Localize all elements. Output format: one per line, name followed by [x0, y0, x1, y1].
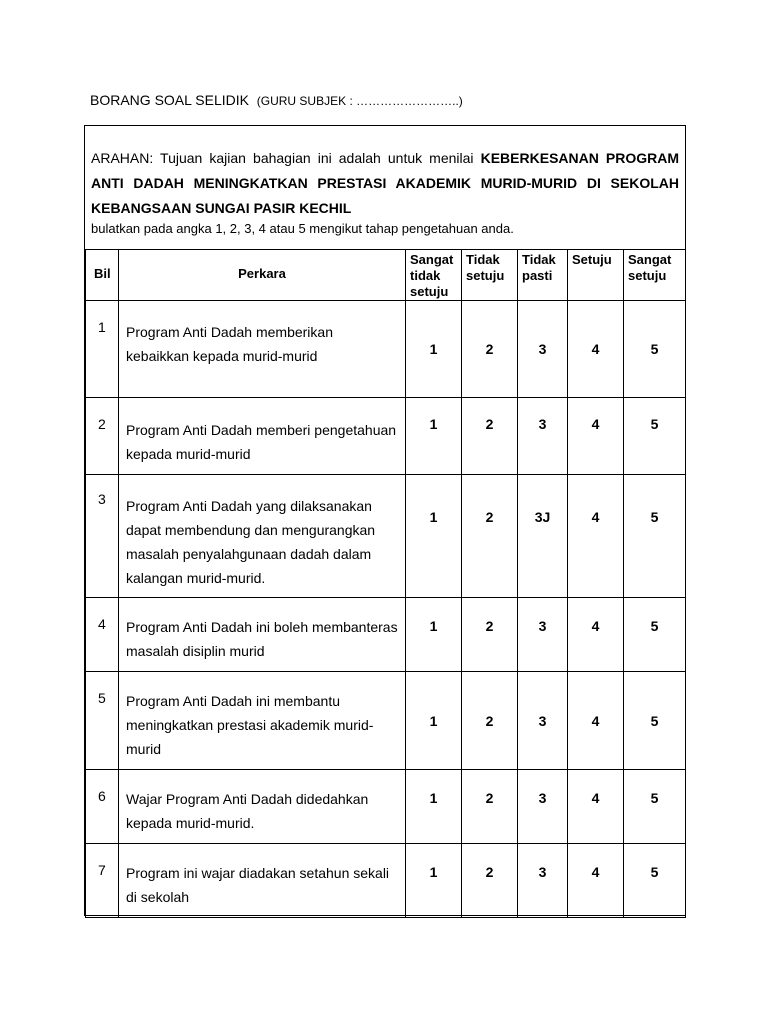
rating-option[interactable]: 5 — [624, 598, 686, 672]
rating-option[interactable]: 3 — [518, 770, 568, 844]
table-row — [86, 770, 686, 844]
row-number: 2 — [86, 398, 119, 475]
rating-option[interactable]: 1 — [406, 844, 462, 918]
rating-option[interactable]: 4 — [568, 844, 624, 918]
header-scale-3: Tidak pasti — [518, 250, 568, 301]
rating-option[interactable]: 4 — [568, 398, 624, 475]
header-scale-4: Setuju — [568, 250, 624, 301]
header-perkara: Perkara — [119, 250, 406, 301]
header-scale-2: Tidak setuju — [462, 250, 518, 301]
table-row — [86, 844, 686, 918]
rating-option[interactable]: 2 — [462, 672, 518, 770]
rating-option[interactable]: 1 — [406, 475, 462, 598]
rating-option[interactable]: 1 — [406, 770, 462, 844]
survey-table — [85, 249, 686, 918]
table-row — [86, 475, 686, 598]
rating-option[interactable]: 1 — [406, 672, 462, 770]
header-scale-5: Sangat setuju — [624, 250, 686, 301]
row-number: 3 — [86, 475, 119, 598]
rating-option[interactable]: 2 — [462, 844, 518, 918]
rating-option[interactable]: 4 — [568, 475, 624, 598]
row-statement: Program Anti Dadah memberikan kebaikkan kepada murid-murid — [119, 301, 406, 398]
row-number: 7 — [86, 844, 119, 918]
questionnaire-box — [84, 125, 686, 916]
rating-option[interactable]: 5 — [624, 301, 686, 398]
rating-option[interactable]: 1 — [406, 598, 462, 672]
rating-option[interactable]: 2 — [462, 770, 518, 844]
rating-option[interactable]: 2 — [462, 475, 518, 598]
header-bil: Bil — [86, 250, 119, 301]
table-row — [86, 672, 686, 770]
rating-option[interactable]: 2 — [462, 598, 518, 672]
form-title-text: BORANG SOAL SELIDIK — [90, 92, 249, 108]
rating-option[interactable]: 4 — [568, 770, 624, 844]
instructions-note: bulatkan pada angka 1, 2, 3, 4 atau 5 mengikut tahap pengetahuan anda. — [91, 221, 514, 236]
rating-option[interactable]: 3 — [518, 301, 568, 398]
rating-option[interactable]: 3J — [518, 475, 568, 598]
row-number: 5 — [86, 672, 119, 770]
rating-option[interactable]: 5 — [624, 398, 686, 475]
instructions-label: ARAHAN: — [91, 150, 154, 166]
table-row — [86, 398, 686, 475]
rating-option[interactable]: 5 — [624, 475, 686, 598]
row-statement: Program Anti Dadah memberi pengetahuan kepada murid-murid — [119, 398, 406, 475]
form-title — [90, 92, 463, 108]
rating-option[interactable]: 3 — [518, 844, 568, 918]
instructions — [91, 146, 679, 221]
rating-option[interactable]: 5 — [624, 844, 686, 918]
rating-option[interactable]: 4 — [568, 301, 624, 398]
rating-option[interactable]: 3 — [518, 398, 568, 475]
table-row — [86, 598, 686, 672]
row-number: 4 — [86, 598, 119, 672]
row-statement: Wajar Program Anti Dadah didedahkan kepada murid-murid. — [119, 770, 406, 844]
row-statement: Program Anti Dadah ini membantu meningkatkan prestasi akademik murid-murid — [119, 672, 406, 770]
rating-option[interactable]: 3 — [518, 672, 568, 770]
form-subtitle: (GURU SUBJEK : ……………………..) — [256, 94, 463, 108]
row-number: 1 — [86, 301, 119, 398]
rating-option[interactable]: 5 — [624, 672, 686, 770]
row-statement: Program ini wajar diadakan setahun sekali di sekolah — [119, 844, 406, 918]
table-row — [86, 301, 686, 398]
row-number: 6 — [86, 770, 119, 844]
row-statement: Program Anti Dadah yang dilaksanakan dapat membendung dan mengurangkan masalah penyalahgunaan dadah dalam kalangan murid-murid. — [119, 475, 406, 598]
instructions-bold: KEBERKESANAN PROGRAM ANTI DADAH MENINGKATKAN PRESTASI AKADEMIK MURID-MURID DI SEKOLAH KEBANGSAAN SUNGAI PASIR KECHIL — [91, 150, 680, 216]
rating-option[interactable]: 4 — [568, 598, 624, 672]
table-header-row — [86, 250, 686, 301]
rating-option[interactable]: 1 — [406, 301, 462, 398]
instructions-text: Tujuan kajian bahagian ini adalah untuk menilai — [160, 150, 474, 166]
header-scale-1: Sangat tidak setuju — [406, 250, 462, 301]
rating-option[interactable]: 2 — [462, 301, 518, 398]
rating-option[interactable]: 3 — [518, 598, 568, 672]
row-statement: Program Anti Dadah ini boleh membanteras masalah disiplin murid — [119, 598, 406, 672]
rating-option[interactable]: 1 — [406, 398, 462, 475]
rating-option[interactable]: 4 — [568, 672, 624, 770]
rating-option[interactable]: 2 — [462, 398, 518, 475]
rating-option[interactable]: 5 — [624, 770, 686, 844]
